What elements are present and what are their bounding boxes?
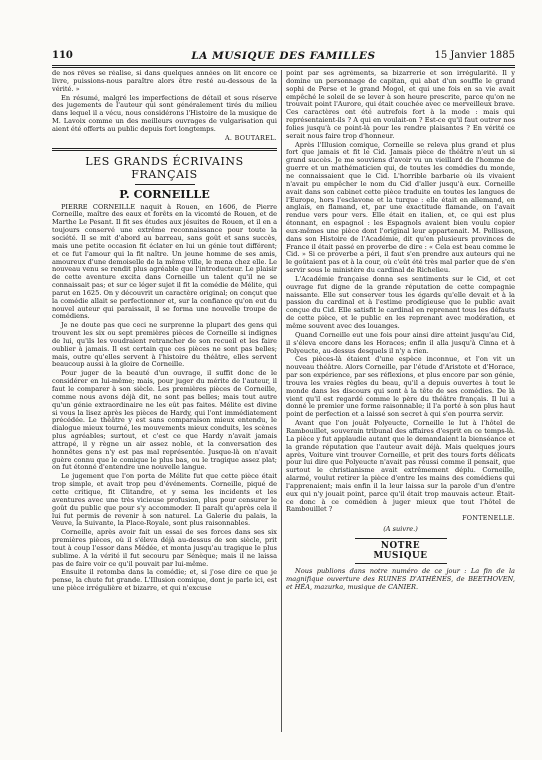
article-paragraph: Avant que l'on jouât Polyeucte, Corneille le lut à l'hôtel de Rambouillet, souverain tribunal des affaires d'esprit en ce temps-là. La pièce y fut applaudie autant que le demandaient la bienséance et la grande réputation que l'auteur avait déjà. Mais quelques jours après, Voiture vint trouver Corneille, et prit des tours forts délicats pour lui dire que Polyeucte n'avait pas réussi comme il pensait, que surtout le christianisme avait extrêmement déplu. Corneille, alarmé, voulut retirer la pièce d'entre les mains des comédiens qui l'apprenaient; mais enfin il la leur laissa sur la parole d'un d'entre eux qui n'y jouait point, parce qu'il était trop mauvais acteur. Était-ce donc à ce comédien à juger mieux que tout l'hôtel de Rambouillet ? bbox=[286, 419, 515, 514]
article-paragraph: Je ne doute pas que ceci ne surprenne la plupart des gens qui trouvent les six ou sept premières pièces de Corneille si indignes de lui, qu'ils les voudraient retrancher de son recueil et les faire oublier à jamais. Il est certain que ces pièces ne sont pas belles; mais, outre qu'elles servent à l'histoire du théâtre, elles servent beaucoup aussi à la gloire de Corneille. bbox=[52, 321, 277, 369]
page-number: 110 bbox=[52, 50, 73, 61]
article-paragraph: Ensuite il retomba dans la comédie; et, si j'ose dire ce que je pense, la chute fut grande. L'Illusion comique, dont je parle ici, est une pièce irrégulière et bizarre, et qui n'excuse bbox=[52, 568, 277, 593]
article-paragraph: Quand Corneille eut une fois pour ainsi dire atteint jusqu'au Cid, il s'éleva encore dans les Horaces; enfin il alla jusqu'à Cinna et à Polyeucte, au-dessus desquels il n'y a rien. bbox=[286, 330, 515, 355]
right-column bbox=[286, 70, 515, 732]
article-paragraph: Pour juger de la beauté d'un ouvrage, il suffit donc de le considérer en lui-même; mais, pour juger du mérite de l'auteur, il faut le comparer à son siècle. Les premières pièces de Corneille, comme nous avons déjà dit, ne sont pas belles; mais tout autre qu'un génie extraordinaire ne les eût pas faites. Mélite est divine si vous la lisez après les pièces de Hardy, qui l'ont immédiatement précédée. Le théâtre y est sans comparaison mieux entendu, le dialogue mieux tourné, les mouvements mieux conduits, les scènes plus agréables; surtout, et c'est ce que Hardy n'avait jamais attrapé, il y règne un air assez noble, et la conversation des honnêtes gens n'y est pas mal représentée. Jusque-là on n'avait guère connu que le comique le plus bas, ou le tragique assez plat; on fut étonné d'entendre une nouvelle langue. bbox=[52, 369, 277, 472]
intro-paragraph: de nos rêves se réalise, si dans quelques années on lit encore ce livre, puissions-nous paraître alors être resté au-dessous de la vérité. » bbox=[52, 70, 277, 93]
page-header bbox=[52, 50, 515, 66]
intro-signature: A. BOUTAREL. bbox=[225, 133, 277, 142]
article-title: P. CORNEILLE bbox=[119, 186, 210, 201]
journal-title: LA MUSIQUE DES FAMILLES bbox=[191, 50, 376, 62]
music-section-title: NOTRE MUSIQUE bbox=[373, 540, 428, 561]
section-title: LES GRANDS ÉCRIVAINS FRANÇAIS bbox=[85, 154, 244, 181]
issue-date: 15 Janvier 1885 bbox=[434, 50, 515, 61]
header-rule bbox=[52, 65, 515, 66]
article-paragraph: Le jugement que l'on porta de Mélite fut que cette pièce était trop simple, et avait trop peu d'événements. Corneille, piqué de cette critique, fit Clitandre, et y sema les incidents et les aventures avec une très vicieuse profusion, plus pour censurer le goût du public que pour s'y accommoder. Il paraît qu'après cela il lui fut permis de revenir à son naturel. La Galerie du palais, la Veuve, la Suivante, la Place-Royale, sont plus raisonnables. bbox=[52, 472, 277, 528]
article-paragraph: point par ses agréments, sa bizarrerie et son irrégularité. Il y domine un personnage de capitan, qui abat d'un souffle le grand sophi de Perse et le grand Mogol, et qui une fois en sa vie avait empêché le soleil de se lever à son heure prescrite, parce qu'on ne trouvait point l'Aurore, qui était couchée avec ce merveilleux brave. Ces caractères ont été autrefois fort à la mode : mais qui représentaient-ils ? A qui en voulait-on ? Est-ce qu'il faut outrer nos folies jusqu'à ce point-là pour les rendre plaisantes ? En vérité ce serait nous faire trop d'honneur. bbox=[286, 70, 515, 140]
author-divider bbox=[135, 184, 195, 185]
article-signature: FONTENELLE. bbox=[462, 514, 515, 523]
left-column bbox=[52, 70, 277, 732]
header-rule-secondary bbox=[52, 67, 515, 68]
music-section-header bbox=[355, 538, 447, 564]
section-rule-bottom bbox=[52, 150, 277, 151]
article-paragraph: Corneille, après avoir fait un essai de ses forces dans ses six premières pièces, où il s'éleva déjà au-dessus de son siècle, prit tout à coup l'essor dans Médée, et monta jusqu'au tragique le plus sublime. A la vérité il fut secouru par Sénèque; mais il ne laissa pas de faire voir ce qu'il pouvait par lui-même. bbox=[52, 528, 277, 568]
column-separator bbox=[281, 70, 282, 732]
article-paragraph: Ces pièces-là étaient d'une espèce inconnue, et l'on vit un nouveau théâtre. Alors Corneille, par l'étude d'Aristote et d'Horace, par son expérience, par ses réflexions, et plus encore par son génie, trouva les vraies règles du beau, qu'il a depuis ouvertes à tout le monde dans les discours qui sont à la tête de ses comédies. De là vient qu'il est regardé comme le père du théâtre français. Il lui a donné le premier une forme raisonnable; il l'a porté à son plus haut point de perfection et a laissé son secret à qui s'en pourra servir. bbox=[286, 355, 515, 419]
article-paragraph: Après l'Illusion comique, Corneille se releva plus grand et plus fort que jamais et fit le Cid. Jamais pièce de théâtre n'eut un si grand succès. Je me souviens d'avoir vu un vieillard de l'homme de guerre et un mathématicien qui, de toutes les comédies du monde, ne connaissaient que le Cid. L'horrible barbarie où ils vivaient n'avait pu empêcher le nom du Cid d'aller jusqu'à eux. Corneille avait dans son cabinet cette pièce traduite en toutes les langues de l'Europe, hors l'esclavone et la turque : elle était en allemand, en anglais, en flamand, et, par une exactitude flamande, on l'avait rendue vers pour vers. Elle était en italien, et, ce qui est plus étonnant, en espagnol : les Espagnols avaient bien voulu copier eux-mêmes une pièce dont l'original leur appartenait. M. Pellisson, dans son Histoire de l'Académie, dit qu'en plusieurs provinces de France il était passé en proverbe de dire : « Cela est beau comme le Cid. » Si ce proverbe a péri, il faut s'en prendre aux auteurs qui ne le goûtaient pas et à la cour, où c'eût été très mal parler que de s'en servir sous le ministère du cardinal de Richelieu. bbox=[286, 140, 515, 275]
intro-paragraph: En résumé, malgré les imperfections de détail et sous réserve des jugements de l'auteur qui sont généralement tirés du milieu dans lequel il a vécu, nous considérons l'Histoire de la musique de M. Lavoix comme un des meilleurs ouvrages de vulgarisation qui aient été offerts au public depuis fort longtemps. bbox=[52, 93, 277, 133]
section-rule-top bbox=[52, 148, 277, 149]
article-paragraph: L'Académie française donna ses sentiments sur le Cid, et cet ouvrage fut digne de la grande réputation de cette compagnie naissante. Elle sut conserver tous les égards qu'elle devait et à la passion du cardinal et à l'estime prodigieuse que le public avait conçue du Cid. Elle satisfit le cardinal en reprenant tous les défauts de cette pièce, et le public en les reprenant avec modération, et même souvent avec des louanges. bbox=[286, 274, 515, 330]
article-paragraph: PIERRE CORNEILLE naquit à Rouen, en 1606, de Pierre Corneille, maître des eaux et forêts en la vicomté de Rouen, et de Marthe Le Pesant. Il fit ses études aux jésuites de Rouen, et il en a toujours conservé une extrême reconnaissance pour toute la société. Il se mit d'abord au barreau, sans goût et sans succès, mais une petite occasion fit éclater en lui un génie tout différent; et ce fut l'amour qui la fit naître. Un jeune homme de ses amis, amoureux d'une demoiselle de la même ville, le mena chez elle. Le nouveau venu se rendit plus agréable que l'introducteur. Le plaisir de cette aventure excita dans Corneille un talent qu'il ne se connaissait pas; et sur ce léger sujet il fit la comédie de Mélite, qui parut en 1625. On y découvrit un caractère original; on conçut que la comédie allait se perfectionner et, sur la confiance qu'on eut du nouvel auteur qui paraissait, il se forma une nouvelle troupe de comédiens. bbox=[52, 202, 277, 321]
to-be-continued: (A suivre.) bbox=[383, 525, 418, 534]
music-note: Nous publions dans notre numéro de ce jour : La fin de la magnifique ouverture des RUINES D'ATHÈNES, de BEETHOVEN, et HÉA, mazurka, musique de CANIER. bbox=[286, 566, 515, 591]
